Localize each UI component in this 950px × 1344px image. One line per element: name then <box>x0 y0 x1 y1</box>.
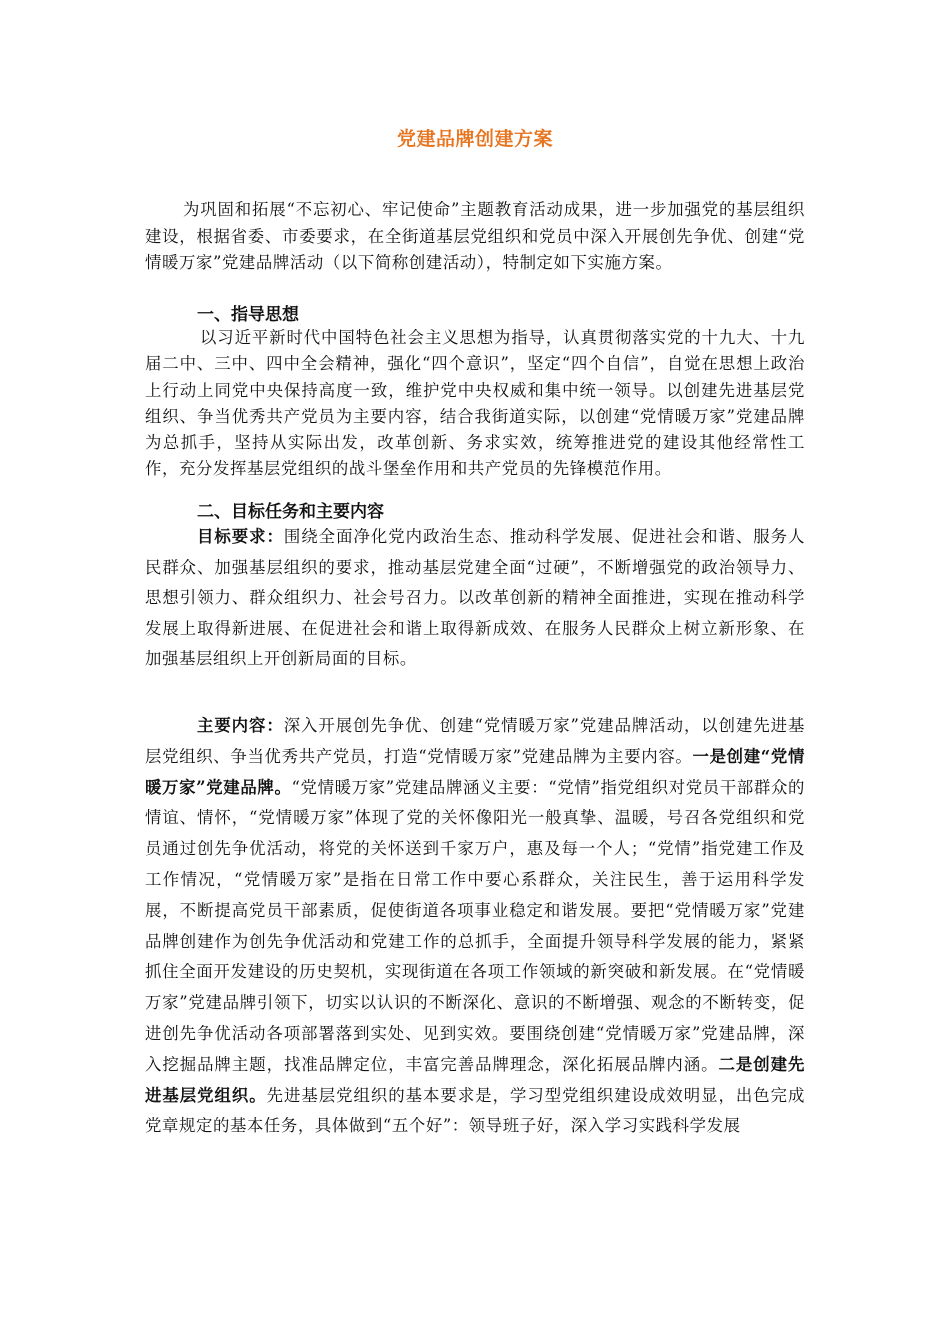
section1-heading: 一、指导思想 <box>197 305 299 325</box>
content-label: 主要内容： <box>197 716 284 735</box>
content-bold-2: 二是创建先进基层党组织。 <box>145 1054 805 1105</box>
document-title: 党建品牌创建方案 <box>396 128 553 150</box>
content-bold-1: 一是创建“党情暖万家”党建品牌。 <box>145 746 805 797</box>
goal-label: 目标要求： <box>197 527 284 546</box>
content-text-c: 先进基层党组织的基本要求是，学习型党组织建设成效明显，出色完成党章规定的基本任务，具体做到“五个好”：领导班子好，深入学习实践科学发展 <box>145 1085 805 1136</box>
content-text-b: “党情暖万家”党建品牌涵义主要：“党情”指党组织对党员干部群众的情谊、情怀，“党情暖万家”体现了党的关怀像阳光一般真挚、温暖，号召各党组织和党员通过创先争优活动，将党的关怀送到千家万户，惠及每一个人；“党情”指党建工作及工作情况，“党情暖万家”是指在日常工作中要心系群众，关注民生，善于运用科学发展，不断提高党员干部素质，促使街道各项事业稳定和谐发展。要把“党情暖万家”党建品牌创建作为创先争优活动和党建工作的总抓手，全面提升领导科学发展的能力，紧紧抓住全面开发建设的历史契机，实现街道在各项工作领域的新突破和新发展。在“党情暖万家”党建品牌引领下，切实以认识的不断深化、意识的不断增强、观念的不断转变，促进创先争优活动各项部署落到实处、见到实效。要围绕创建“党情暖万家”党建品牌，深入挖掘品牌主题，找准品牌定位，丰富完善品牌理念，深化拓展品牌内涵。 <box>145 777 806 1074</box>
content-paragraph <box>145 711 805 1142</box>
intro-paragraph: 为巩固和拓展“不忘初心、牢记使命”主题教育活动成果，进一步加强党的基层组织建设，根据省委、市委要求，在全街道基层党组织和党员中深入开展创先争优、创建“党情暖万家”党建品牌活动（以下简称创建活动），特制定如下实施方案。 <box>145 200 805 272</box>
goal-paragraph <box>145 522 805 675</box>
section1-paragraph: 以习近平新时代中国特色社会主义思想为指导，认真贯彻落实党的十九大、十九届二中、三中、四中全会精神，强化“四个意识”，坚定“四个自信”，自觉在思想上政治上行动上同党中央保持高度一致，维护党中央权威和集中统一领导。以创建先进基层党组织、争当优秀共产党员为主要内容，结合我街道实际，以创建“党情暖万家”党建品牌为总抓手，坚持从实际出发，改革创新、务求实效，统筹推进党的建设其他经常性工作，充分发挥基层党组织的战斗堡垒作用和共产党员的先锋模范作用。 <box>145 328 805 479</box>
content-text-a: 深入开展创先争优、创建“党情暖万家”党建品牌活动，以创建先进基层党组织、争当优秀共产党员，打造“党情暖万家”党建品牌为主要内容。 <box>145 716 805 766</box>
goal-text: 围绕全面净化党内政治生态、推动科学发展、促进社会和谐、服务人民群众、加强基层组织的要求，推动基层党建全面“过硬”，不断增强党的政治领导力、思想引领力、群众组织力、社会号召力。以改革创新的精神全面推进，实现在推动科学发展上取得新进展、在促进社会和谐上取得新成效、在服务人民群众上树立新形象、在加强基层组织上开创新局面的目标。 <box>145 527 806 669</box>
section2-heading: 二、目标任务和主要内容 <box>197 502 384 522</box>
